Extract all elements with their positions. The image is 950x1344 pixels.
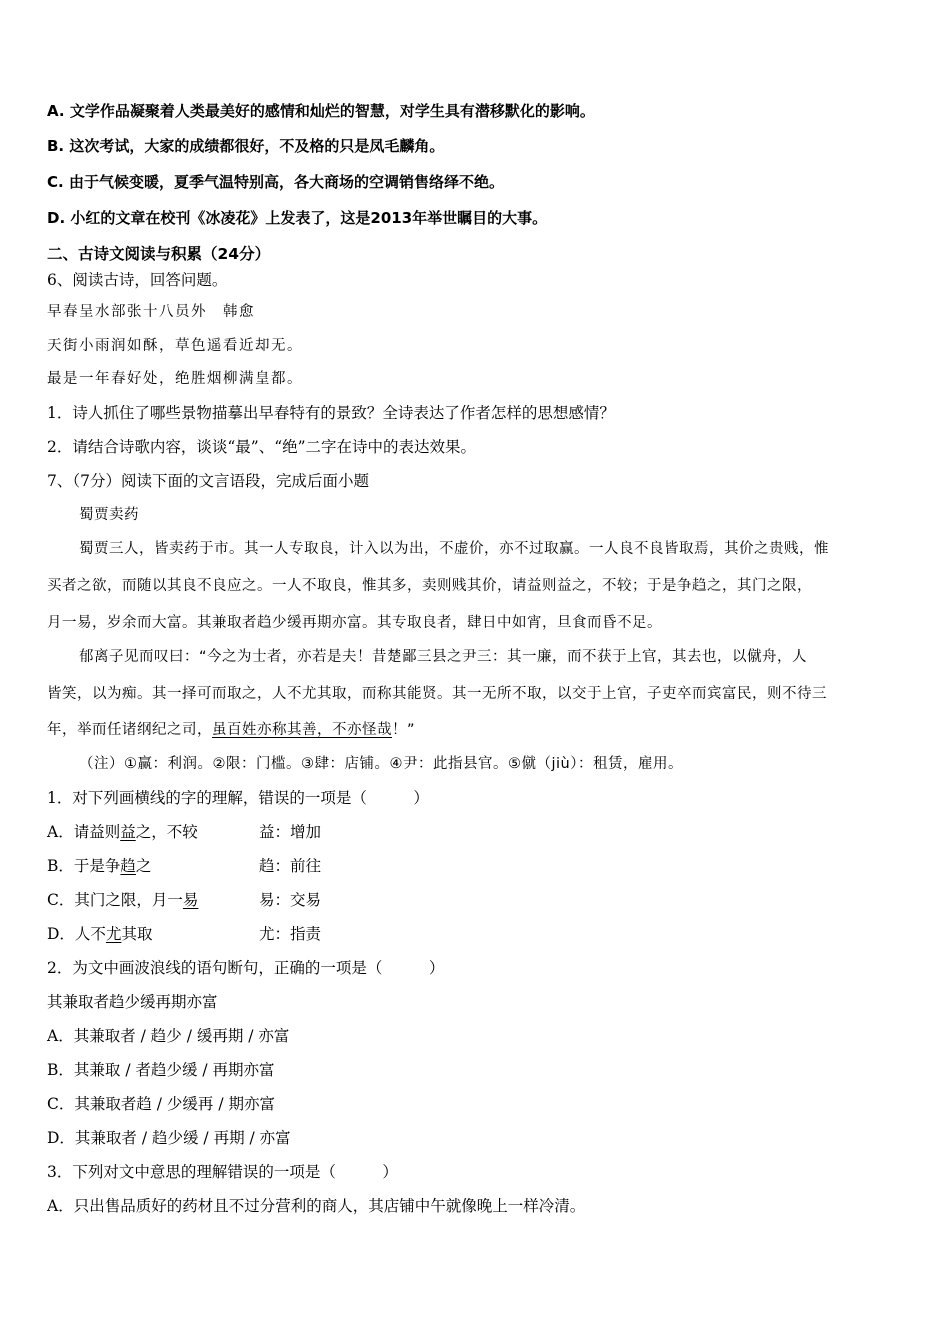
sub-q1-option-a [47, 822, 447, 842]
sub-q2-stem: 2．为文中画波浪线的语句断句，正确的一项是（ ） [47, 959, 445, 977]
passage-p1-line1: 蜀贾三人，皆卖药于市。其一人专取良，计入以为出，不虚价，亦不过取赢。一人良不良皆取焉，其价之贵贱，惟 [79, 541, 829, 557]
passage-p2-line3 [47, 720, 415, 740]
sub-q2-sentence: 其兼取者趋少缓再期亦富 [47, 993, 218, 1011]
option-phrase [47, 822, 198, 842]
q6-sub-question-1: 1．诗人抓住了哪些景物描摹出早春特有的景致？全诗表达了作者怎样的思想感情？ [47, 404, 615, 422]
sub-q1-stem: 1．对下列画横线的字的理解，错误的一项是（ ） [47, 789, 429, 807]
option-phrase [47, 890, 198, 910]
option-text: 文学作品凝聚着人类最美好的感情和灿烂的智慧，对学生具有潜移默化的影响。 [69, 102, 595, 120]
poem-title: 早春呈水部张十八员外 韩愈 [47, 304, 255, 320]
option-text: 这次考试，大家的成绩都很好，不及格的只是凤毛麟角。 [69, 137, 445, 155]
q5-option-d [47, 208, 547, 228]
section-heading: 二、古诗文阅读与积累（24分） [47, 245, 271, 263]
passage-p2-line2: 皆笑，以为痴。其一择可而取之，人不尤其取，而称其能贤。其一无所不取，以交于上官，子吏卒而宾富民，则不待三 [47, 686, 827, 702]
option-text: 由于气候变暖，夏季气温特别高，各大商场的空调销售络绎不绝。 [68, 173, 504, 191]
sub-q2-option-d: D．其兼取者 / 趋少缓 / 再期 / 亦富 [47, 1129, 291, 1147]
phrase-text: A．请益则 [47, 823, 121, 841]
sub-q2-option-c: C．其兼取者趋 / 少缓再 / 期亦富 [47, 1095, 276, 1113]
passage-notes: （注）①赢：利润。②限：门槛。③肆：店铺。④尹：此指县官。⑤僦（jiù）：租赁，雇用。 [79, 756, 683, 772]
option-letter: B. [47, 137, 65, 155]
passage-p2-line1: 郁离子见而叹曰：“今之为士者，亦若是夫！昔楚鄙三县之尹三：其一廉，而不获于上官，其去也，以僦舟，人 [79, 649, 808, 665]
q6-sub-question-2: 2．请结合诗歌内容，谈谈“最”、“绝”二字在诗中的表达效果。 [47, 438, 477, 456]
q7-intro: 7、（7分）阅读下面的文言语段，完成后面小题 [47, 472, 369, 490]
underlined-char: 趋 [120, 857, 136, 875]
phrase-text: 其取 [121, 925, 153, 943]
underlined-char: 益 [120, 823, 136, 841]
poem-line-2: 最是一年春好处，绝胜烟柳满皇都。 [47, 371, 303, 387]
poem-line-1: 天街小雨润如酥，草色遥看近却无。 [47, 338, 303, 354]
phrase-text: 之，不较 [135, 823, 198, 841]
q5-option-b [47, 136, 444, 156]
q6-intro: 6、阅读古诗，回答问题。 [47, 271, 228, 289]
sub-q3-option-a: A．只出售品质好的药材且不过分营利的商人，其店铺中午就像晚上一样冷清。 [47, 1197, 586, 1215]
passage-p1-line2: 买者之欲，而随以其良不良应之。一人不取良，惟其多，卖则贱其价，请益则益之，不较；于是争趋之，其门之限， [47, 578, 812, 594]
phrase-text: D．人不 [47, 925, 106, 943]
q5-option-c [47, 172, 504, 192]
option-letter: A. [47, 102, 65, 120]
option-phrase [47, 856, 151, 876]
q5-option-a [47, 101, 595, 121]
sub-q2-option-a: A．其兼取者 / 趋少 / 缓再期 / 亦富 [47, 1027, 290, 1045]
phrase-text: C．其门之限，月一 [47, 891, 183, 909]
option-meaning: 尤：指责 [259, 925, 322, 943]
option-letter: D. [47, 209, 66, 227]
sub-q1-option-b [47, 856, 447, 876]
sub-q2-option-b: B．其兼取 / 者趋少缓 / 再期亦富 [47, 1061, 275, 1079]
option-meaning: 益：增加 [259, 823, 322, 841]
underlined-char: 尤 [105, 925, 122, 943]
passage-text: 年，举而任诸纲纪之司， [47, 722, 212, 738]
underlined-sentence: 虽百姓亦称其善，不亦怪哉 [212, 722, 392, 738]
option-meaning: 趋：前往 [259, 857, 322, 875]
option-meaning: 易：交易 [259, 891, 322, 909]
sub-q3-stem: 3．下列对文中意思的理解错误的一项是（ ） [47, 1163, 398, 1181]
phrase-text: B．于是争 [47, 857, 121, 875]
passage-text: ！” [392, 722, 416, 738]
option-text: 小红的文章在校刊《冰凌花》上发表了，这是2013年举世瞩目的大事。 [70, 209, 548, 227]
option-letter: C. [47, 173, 64, 191]
sub-q1-option-d [47, 924, 447, 944]
underlined-char: 易 [182, 891, 199, 909]
passage-p1-line3: 月一易，岁余而大富。其兼取者趋少缓再期亦富。其专取良者，肆日中如宵，旦食而昏不足。 [47, 615, 662, 631]
option-phrase [47, 924, 152, 944]
phrase-text: 之 [135, 857, 152, 875]
sub-q1-option-c [47, 890, 447, 910]
passage-title: 蜀贾卖药 [79, 507, 139, 523]
